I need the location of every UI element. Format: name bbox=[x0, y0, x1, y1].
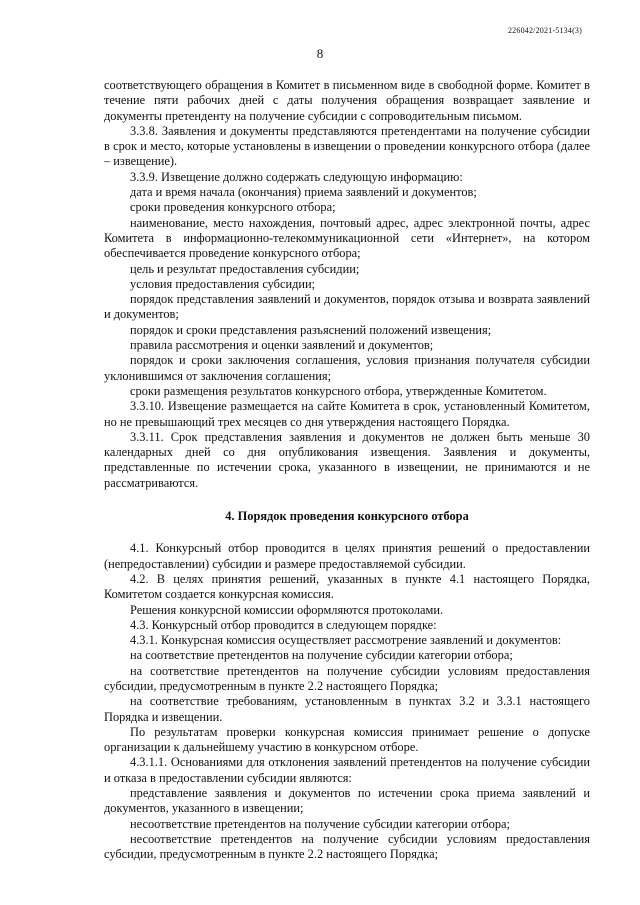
list-item: несоответствие претендентов на получение субсидии категории отбора; bbox=[130, 816, 510, 831]
paragraph: 4.3.1.1. Основаниями для отклонения заявлений претендентов на получение субсидии и отказа в предоставлении субсидии являются: bbox=[104, 755, 590, 785]
paragraph: 3.3.8. Заявления и документы представляются претендентами на получение субсидии в срок и место, которые установлены в извещении о проведении конкурсного отбора (далее – извещение). bbox=[104, 123, 590, 169]
list-item: сроки проведения конкурсного отбора; bbox=[130, 200, 336, 215]
list-item: несоответствие претендентов на получение субсидии условиям предоставления субсидии, предусмотренным в пункте 2.2 настоящего Порядка; bbox=[104, 831, 590, 862]
list-item: порядок представления заявлений и документов, порядок отзыва и возврата заявлений и документов; bbox=[104, 292, 590, 322]
list-item: на соответствие претендентов на получение субсидии категории отбора; bbox=[130, 648, 513, 663]
section-heading: 4. Порядок проведения конкурсного отбора bbox=[225, 509, 469, 524]
paragraph: По результатам проверки конкурсная комиссия принимает решение о допуске организации к дальнейшему участию в конкурсном отборе. bbox=[104, 724, 590, 755]
paragraph: 4.1. Конкурсный отбор проводится в целях принятия решений о предоставлении (непредоставлении) субсидии и размере предоставляемой субсидии. bbox=[104, 541, 590, 571]
list-item: наименование, место нахождения, почтовый адрес, адрес электронной почты, адрес Комитета в информационно-телекоммуникационной сети «Интернет», на котором обеспечивается проведение конкурсного отбора; bbox=[104, 215, 590, 261]
paragraph: 4.3.1. Конкурсная комиссия осуществляет рассмотрение заявлений и документов: bbox=[130, 633, 562, 648]
document-body bbox=[104, 78, 590, 863]
list-item: порядок и сроки заключения соглашения, условия признания получателя субсидии уклонившимся от заключения соглашения; bbox=[104, 353, 590, 383]
list-item: представление заявления и документов по истечении срока приема заявлений и документов, указанного в извещении; bbox=[104, 786, 590, 816]
list-item: на соответствие требованиям, установленным в пунктах 3.2 и 3.3.1 настоящего Порядка и извещении. bbox=[104, 694, 590, 724]
list-item: цель и результат предоставления субсидии; bbox=[130, 261, 360, 276]
document-id: 226042/2021-5134(3) bbox=[507, 26, 582, 35]
list-item: на соответствие претендентов на получение субсидии условиям предоставления субсидии, предусмотренным в пункте 2.2 настоящего Порядка; bbox=[104, 663, 590, 693]
paragraph: 4.3. Конкурсный отбор проводится в следующем порядке: bbox=[130, 617, 437, 632]
list-item: дата и время начала (окончания) приема заявлений и документов; bbox=[130, 185, 477, 200]
list-item: правила рассмотрения и оценки заявлений и документов; bbox=[130, 338, 434, 353]
list-item: сроки размещения результатов конкурсного отбора, утвержденные Комитетом. bbox=[130, 383, 547, 398]
paragraph: 3.3.9. Извещение должно содержать следующую информацию: bbox=[130, 169, 463, 184]
paragraph: 3.3.11. Срок представления заявления и документов не должен быть меньше 30 календарных дней со дня опубликования извещения. Заявления и документы, представленные по истечении срока, указанного в извещении, не принимаются и не рассматриваются. bbox=[104, 429, 590, 490]
paragraph: соответствующего обращения в Комитет в письменном виде в свободной форме. Комитет в течение пяти рабочих дней с даты получения обращения возвращает заявление и документы претенденту на получение субсидии с сопроводительным письмом. bbox=[104, 78, 590, 123]
paragraph: 3.3.10. Извещение размещается на сайте Комитета в срок, установленный Комитетом, но не превышающий трех месяцев со дня утверждения настоящего Порядка. bbox=[104, 399, 590, 429]
paragraph: 4.2. В целях принятия решений, указанных в пункте 4.1 настоящего Порядка, Комитетом создается конкурсная комиссия. bbox=[104, 571, 590, 602]
list-item: условия предоставления субсидии; bbox=[130, 276, 316, 291]
page-number: 8 bbox=[316, 46, 324, 61]
list-item: порядок и сроки представления разъяснений положений извещения; bbox=[130, 322, 492, 337]
paragraph: Решения конкурсной комиссии оформляются протоколами. bbox=[130, 602, 444, 617]
